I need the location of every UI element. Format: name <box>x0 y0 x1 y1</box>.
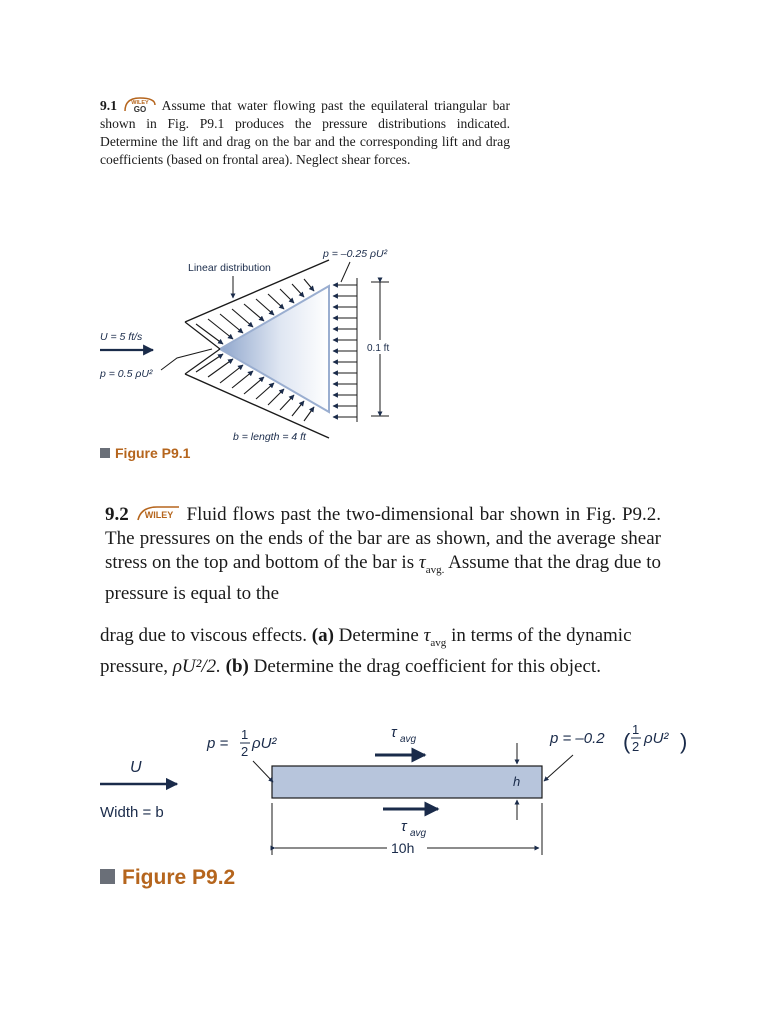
right-rho-u2: ρU² <box>644 730 669 747</box>
linear-distribution-label: Linear distribution <box>188 262 271 274</box>
length-label: b = length = 4 ft <box>233 431 306 443</box>
velocity-label: U = 5 ft/s <box>100 331 143 343</box>
triangular-bar <box>220 286 329 412</box>
problem-body: Assume that water flowing past the equilateral triangular bar shown in Fig. P9.1 produces the pressure distributions indicated. Determine the lift and drag on the bar and the corresponding lift and drag coefficients (based on frontal area). Neglect shear forces. <box>100 98 510 167</box>
left-half-denominator: 2 <box>241 744 249 759</box>
problem-number: 9.2 <box>105 504 129 525</box>
back-face-pressure-arrows <box>333 285 357 417</box>
top-shear-tau: τ <box>391 724 397 741</box>
badge-top-text: WILEY <box>130 100 149 106</box>
left-pressure-p: p = <box>207 735 229 752</box>
two-dimensional-bar <box>272 766 542 798</box>
figure-caption-p9-1: Figure P9.1 <box>100 445 190 461</box>
problem-9-2-text: 9.2 WILEY Fluid flows past the two-dimensional bar shown in Fig. P9.2. The pressures on the ends of the bar are as shown, and the average shear stress on the top and bottom of the bar is $\tau_{avg.}$ Assume that the drag due to pressure is equal to the <box>105 504 662 604</box>
figure-p9-2 <box>95 715 695 865</box>
wiley-badge-icon <box>135 504 181 522</box>
left-rho-u2: ρU² <box>252 735 277 752</box>
figure-caption-p9-2: Figure P9.2 <box>100 866 235 890</box>
figure-p9-1 <box>95 240 425 445</box>
problem-9-2-continued: drag due to viscous effects. (a) Determine $\tau_{avg}$ in terms of the dynamic pressure, ρU²/2. (b) Determine the drag coefficient for this object. <box>100 625 632 677</box>
stagnation-pressure-label: p = 0.5 ρU² <box>100 368 153 380</box>
left-half-numerator: 1 <box>241 727 249 742</box>
right-pressure-p: p = –0.2 <box>550 730 605 747</box>
right-half-numerator: 1 <box>632 722 640 737</box>
caption-square-icon <box>100 869 115 884</box>
svg-text:(: ( <box>623 729 631 754</box>
wiley-go-badge-icon <box>123 96 157 113</box>
right-half-denominator: 2 <box>632 739 640 754</box>
problem-9-1-text <box>100 96 510 169</box>
caption-square-icon <box>100 448 110 458</box>
top-pressure-label: p = –0.25 ρU² <box>323 248 388 260</box>
bottom-shear-avg: avg <box>410 828 427 839</box>
length-label: 10h <box>391 840 415 856</box>
velocity-label: U <box>130 759 142 776</box>
svg-text:): ) <box>680 729 688 754</box>
problem-number: 9.1 <box>100 98 117 113</box>
badge-text: WILEY <box>144 510 173 520</box>
top-shear-avg: avg <box>400 734 417 745</box>
height-label: h <box>513 774 521 789</box>
height-label: 0.1 ft <box>367 343 390 354</box>
width-label: Width = b <box>100 804 164 821</box>
bottom-shear-tau: τ <box>401 818 407 835</box>
badge-bottom-text: GO <box>133 105 146 113</box>
